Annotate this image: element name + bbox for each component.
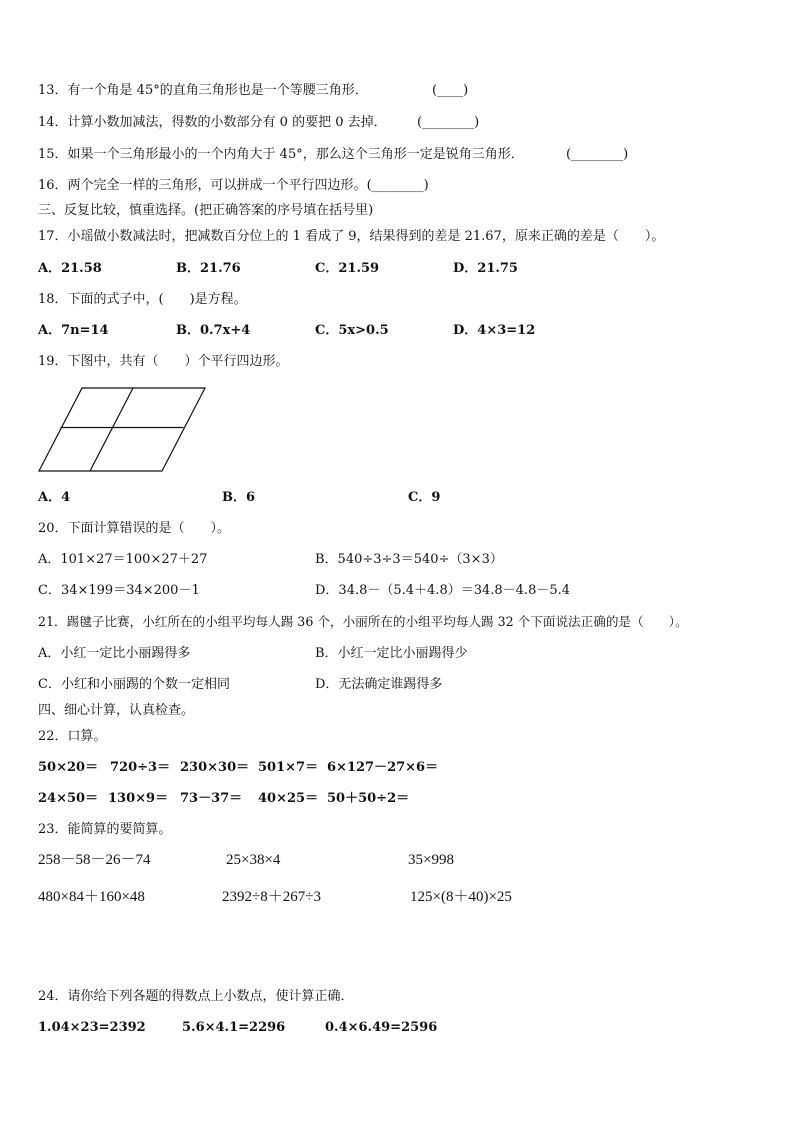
option-b[interactable]: B．6 bbox=[222, 490, 256, 505]
question-number: 16． bbox=[38, 178, 68, 193]
question-19: 19．下图中，共有（ ）个平行四边形。 bbox=[38, 354, 289, 369]
answer-blank-14[interactable]: (________) bbox=[417, 115, 480, 130]
question-18: 18．下面的式子中，( )是方程。 bbox=[38, 292, 247, 307]
answer-blank-16[interactable]: (________) bbox=[366, 178, 429, 193]
parallelogram-figure bbox=[38, 385, 210, 475]
outer-parallelogram bbox=[39, 388, 205, 471]
option-a[interactable]: A．21.58 bbox=[38, 261, 102, 276]
decimal-item: 0.4×6.49=2596 bbox=[325, 1020, 438, 1035]
question-15 bbox=[38, 147, 524, 163]
option-c[interactable]: C．21.59 bbox=[315, 261, 380, 276]
simplify-expression: 125×(8＋40)×25 bbox=[410, 889, 512, 905]
question-text: 两个完全一样的三角形，可以拼成一个平行四边形。 bbox=[67, 178, 367, 193]
question-text: 有一个角是 45°的直角三角形也是一个等腰三角形． bbox=[67, 83, 368, 98]
option-b[interactable]: B．21.76 bbox=[176, 261, 241, 276]
oral-item: 720÷3＝ bbox=[110, 760, 171, 775]
option-d[interactable]: D．21.75 bbox=[453, 261, 518, 276]
question-number: 13． bbox=[38, 83, 68, 98]
oral-item: 40×25＝ bbox=[258, 791, 319, 806]
option-d[interactable]: D．4×3=12 bbox=[453, 323, 536, 338]
option-b[interactable]: B．0.7x+4 bbox=[176, 323, 251, 338]
option-a[interactable]: A．7n=14 bbox=[38, 323, 109, 338]
question-17: 17．小瑶做小数减法时，把减数百分位上的 1 看成了 9，结果得到的差是 21.67，原来正确的差是（ ）。 bbox=[38, 229, 665, 244]
option-a[interactable]: A．101×27＝100×27＋27 bbox=[38, 552, 208, 567]
question-14 bbox=[38, 115, 387, 131]
option-d[interactable]: D．34.8－（5.4＋4.8）＝34.8－4.8－5.4 bbox=[315, 583, 571, 598]
slanted-divider bbox=[90, 388, 133, 471]
simplify-expression: 480×84＋160×48 bbox=[38, 889, 145, 905]
section-heading-3: 三、反复比较，慎重选择。(把正确答案的序号填在括号里) bbox=[38, 203, 374, 218]
simplify-expression: 25×38×4 bbox=[226, 852, 281, 868]
simplify-expression: 2392÷8＋267÷3 bbox=[222, 889, 321, 905]
question-16 bbox=[38, 178, 429, 194]
oral-item: 50×20＝ bbox=[38, 760, 99, 775]
question-number: 14． bbox=[38, 115, 68, 130]
simplify-expression: 35×998 bbox=[408, 852, 454, 868]
decimal-item: 1.04×23=2392 bbox=[38, 1020, 146, 1035]
question-23: 23．能简算的要简算。 bbox=[38, 822, 172, 837]
oral-item: 24×50＝ bbox=[38, 791, 99, 806]
question-text: 计算小数加减法，得数的小数部分有 0 的要把 0 去掉． bbox=[67, 115, 387, 130]
question-text: 如果一个三角形最小的一个内角大于 45°，那么这个三角形一定是锐角三角形． bbox=[67, 147, 524, 162]
question-13 bbox=[38, 83, 368, 99]
oral-item: 230×30＝ bbox=[180, 760, 250, 775]
question-number: 15． bbox=[38, 147, 68, 162]
decimal-item: 5.6×4.1=2296 bbox=[182, 1020, 286, 1035]
oral-item: 130×9＝ bbox=[108, 791, 169, 806]
section-heading-4: 四、细心计算，认真检查。 bbox=[38, 703, 195, 718]
simplify-expression: 258－58－26－74 bbox=[38, 852, 151, 868]
oral-item: 501×7＝ bbox=[258, 760, 319, 775]
oral-item: 50＋50÷2＝ bbox=[327, 791, 410, 806]
question-21: 21．踢毽子比赛，小红所在的小组平均每人踢 36 个，小丽所在的小组平均每人踢 32 个下面说法正确的是（ ）。 bbox=[38, 614, 688, 629]
option-a[interactable]: A．小红一定比小丽踢得多 bbox=[38, 646, 191, 661]
oral-item: 6×127－27×6＝ bbox=[327, 760, 439, 775]
answer-blank-15[interactable]: (________) bbox=[566, 147, 629, 162]
option-a[interactable]: A．4 bbox=[38, 490, 71, 505]
option-b[interactable]: B．540÷3÷3＝540÷（3×3） bbox=[315, 552, 503, 567]
option-c[interactable]: C．9 bbox=[408, 490, 441, 505]
option-d[interactable]: D．无法确定谁踢得多 bbox=[315, 677, 443, 692]
answer-blank-13[interactable]: (____) bbox=[432, 83, 469, 98]
question-20: 20．下面计算错误的是（ ）。 bbox=[38, 521, 231, 536]
option-c[interactable]: C．小红和小丽踢的个数一定相同 bbox=[38, 677, 230, 692]
question-24: 24．请你给下列各题的得数点上小数点，使计算正确． bbox=[38, 989, 354, 1004]
option-b[interactable]: B．小红一定比小丽踢得少 bbox=[315, 646, 468, 661]
option-c[interactable]: C．34×199＝34×200－1 bbox=[38, 583, 200, 598]
question-22: 22．口算。 bbox=[38, 729, 107, 744]
oral-item: 73－37＝ bbox=[180, 791, 243, 806]
option-c[interactable]: C．5x>0.5 bbox=[315, 323, 389, 338]
